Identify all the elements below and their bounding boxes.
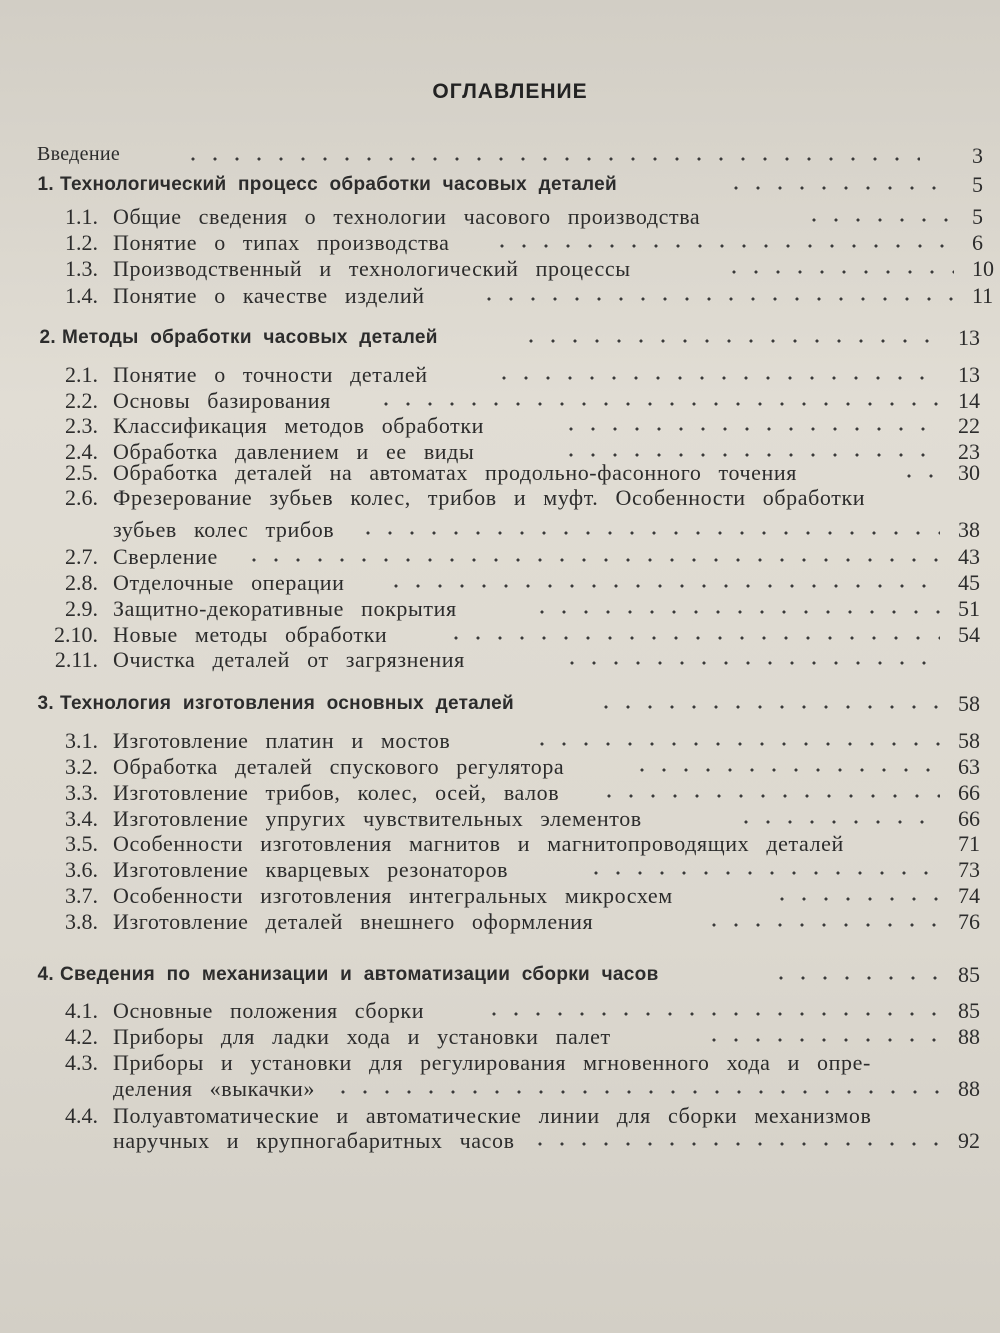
- leader-dots: [375, 402, 940, 406]
- entry-number: 3.8.: [65, 909, 98, 934]
- page-number: 6: [972, 230, 983, 255]
- leader-dots: [585, 871, 940, 875]
- entry-title: Классификация методов обработки: [113, 413, 485, 438]
- entry-number: 1.3.: [65, 256, 98, 281]
- page-number: 85: [958, 998, 980, 1023]
- leader-dots: [531, 742, 940, 746]
- leader-dots: [898, 474, 940, 478]
- page-number: 92: [958, 1128, 980, 1153]
- entry-number: 1.4.: [65, 283, 98, 308]
- leader-dots: [478, 297, 954, 301]
- section-row[interactable]: [0, 485, 1000, 513]
- leader-dots: [933, 499, 940, 503]
- entry-title: Приборы и установки для регулирования мгновенного хода и опре-: [113, 1050, 871, 1075]
- page-number: 14: [958, 388, 980, 413]
- page-number: 45: [958, 570, 980, 595]
- intro-row[interactable]: [0, 143, 1000, 171]
- entry-number: 4.3.: [65, 1050, 98, 1075]
- chapter-row[interactable]: [0, 172, 1000, 200]
- entry-number: 3.1.: [65, 728, 98, 753]
- entry-title: Основы базирования: [113, 388, 331, 413]
- section-row[interactable]: [0, 754, 1000, 782]
- page-number: 74: [958, 883, 980, 908]
- section-row[interactable]: [0, 728, 1000, 756]
- entry-title: Новые методы обработки: [113, 622, 388, 647]
- entry-number: 2.5.: [65, 460, 98, 485]
- section-row[interactable]: [0, 806, 1000, 834]
- entry-number: 3.3.: [65, 780, 98, 805]
- leader-dots: [357, 531, 940, 535]
- section-row[interactable]: [0, 831, 1000, 859]
- entry-title: Изготовление упругих чувствительных элементов: [113, 806, 642, 831]
- entry-number: 3.: [37, 693, 54, 714]
- section-row[interactable]: [0, 883, 1000, 911]
- page-number: 30: [958, 460, 980, 485]
- entry-title: Особенности изготовления магнитов и магнитопроводящих деталей: [113, 831, 844, 856]
- page-number: 23: [958, 439, 980, 464]
- entry-title: Приборы для ладки хода и установки палет: [113, 1024, 611, 1049]
- entry-title: Обработка давлением и ее виды: [113, 439, 475, 464]
- entry-number: 4.2.: [65, 1024, 98, 1049]
- page-number: 58: [958, 728, 980, 753]
- entry-title: Введение: [37, 143, 121, 165]
- leader-dots: [725, 186, 954, 190]
- section-row[interactable]: [0, 647, 1000, 675]
- page-number: 38: [958, 517, 980, 542]
- page-number: 66: [958, 780, 980, 805]
- page-number: 3: [972, 143, 983, 168]
- entry-title: Общие сведения о технологии часового производства: [113, 204, 701, 229]
- entry-title: Изготовление платин и мостов: [113, 728, 451, 753]
- entry-title: Изготовление деталей внешнего оформления: [113, 909, 594, 934]
- leader-dots: [491, 244, 954, 248]
- section-row[interactable]: [0, 596, 1000, 624]
- entry-title: Сведения по механизации и автоматизации сборки часов: [60, 964, 659, 985]
- page-number: 43: [958, 544, 980, 569]
- leader-dots: [243, 558, 940, 562]
- entry-number: 3.6.: [65, 857, 98, 882]
- leader-dots: [332, 1090, 940, 1094]
- page-number: 13: [958, 325, 980, 350]
- chapter-row[interactable]: [0, 691, 1000, 719]
- page-title: ОГЛАВЛЕНИЕ: [432, 80, 588, 103]
- page-number: 10: [972, 256, 994, 281]
- entry-number: 2.7.: [65, 544, 98, 569]
- leader-dots: [483, 1012, 940, 1016]
- entry-title-continuation: зубьев колес трибов: [113, 517, 335, 542]
- entry-title: Особенности изготовления интегральных микросхем: [113, 883, 673, 908]
- entry-title-continuation: деления «выкачки»: [113, 1076, 316, 1101]
- page-number: 54: [958, 622, 980, 647]
- entry-title: Производственный и технологический процессы: [113, 256, 631, 281]
- entry-number: 3.2.: [65, 754, 98, 779]
- leader-dots: [531, 610, 940, 614]
- leader-dots: [561, 661, 940, 665]
- entry-title: Защитно-декоративные покрытия: [113, 596, 457, 621]
- section-row[interactable]: [0, 544, 1000, 572]
- leader-dots: [735, 820, 940, 824]
- entry-title: Понятие о качестве изделий: [113, 283, 425, 308]
- section-row[interactable]: [0, 230, 1000, 258]
- entry-title: Технологический процесс обработки часовых деталей: [60, 174, 618, 195]
- entry-title: Изготовление кварцевых резонаторов: [113, 857, 509, 882]
- entry-number: 3.4.: [65, 806, 98, 831]
- page-number: 85: [958, 962, 980, 987]
- section-row[interactable]: [0, 460, 1000, 488]
- leader-dots: [703, 923, 940, 927]
- entry-title: Основные положения сборки: [113, 998, 425, 1023]
- leader-dots: [631, 768, 940, 772]
- entry-title: Изготовление трибов, колес, осей, валов: [113, 780, 560, 805]
- entry-number: 1.1.: [65, 204, 98, 229]
- page-number: 13: [958, 362, 980, 387]
- section-row[interactable]: [0, 857, 1000, 885]
- chapter-row[interactable]: [0, 325, 1000, 353]
- entry-title: Полуавтоматические и автоматические линии для сборки механизмов: [113, 1103, 872, 1128]
- section-row[interactable]: [0, 1103, 1000, 1131]
- leader-dots: [598, 794, 940, 798]
- entry-title: Отделочные операции: [113, 570, 345, 595]
- page-number: 73: [958, 857, 980, 882]
- entry-number: 2.6.: [65, 485, 98, 510]
- entry-number: 2.8.: [65, 570, 98, 595]
- page-number: 76: [958, 909, 980, 934]
- page-number: 51: [958, 596, 980, 621]
- section-row[interactable]: [0, 1050, 1000, 1078]
- entry-title: Понятие о типах производства: [113, 230, 450, 255]
- leader-dots: [493, 376, 940, 380]
- entry-number: 2.11.: [54, 647, 98, 672]
- entry-number: 4.: [37, 964, 54, 985]
- page-number: 11: [972, 283, 994, 308]
- entry-number: 3.7.: [65, 883, 98, 908]
- entry-number: 4.1.: [65, 998, 98, 1023]
- entry-number: 4.4.: [65, 1103, 98, 1128]
- entry-title: Сверление: [113, 544, 218, 569]
- leader-dots: [520, 339, 940, 343]
- leader-dots: [770, 976, 940, 980]
- entry-number: 1.: [37, 174, 54, 195]
- page-number: 66: [958, 806, 980, 831]
- chapter-row[interactable]: [0, 962, 1000, 990]
- page-number: 58: [958, 691, 980, 716]
- leader-dots: [385, 584, 940, 588]
- entry-title: Обработка деталей спускового регулятора: [113, 754, 565, 779]
- entry-number: 2.: [39, 327, 56, 348]
- section-row[interactable]: [0, 909, 1000, 937]
- section-row[interactable]: [0, 570, 1000, 598]
- section-row[interactable]: [0, 256, 1000, 284]
- section-row[interactable]: [0, 388, 1000, 416]
- leader-dots: [723, 270, 954, 274]
- leader-dots: [529, 1142, 940, 1146]
- entry-title: Технология изготовления основных деталей: [60, 693, 515, 714]
- page-number: 88: [958, 1076, 980, 1101]
- section-row[interactable]: [0, 1024, 1000, 1052]
- entry-title: Понятие о точности деталей: [113, 362, 428, 387]
- page-number: 5: [972, 172, 983, 197]
- section-row[interactable]: [0, 622, 1000, 650]
- entry-title: Очистка деталей от загрязнения: [113, 647, 465, 672]
- section-row[interactable]: [0, 362, 1000, 390]
- entry-number: 2.4.: [65, 439, 98, 464]
- leader-dots: [703, 1038, 940, 1042]
- section-row[interactable]: [0, 204, 1000, 232]
- entry-number: 2.3.: [65, 413, 98, 438]
- entry-title: Обработка деталей на автоматах продольно-фасонного точения: [113, 460, 797, 485]
- page-number: 63: [958, 754, 980, 779]
- entry-title: Методы обработки часовых деталей: [62, 327, 438, 348]
- page-number: 5: [972, 204, 983, 229]
- page-number: 71: [958, 831, 980, 856]
- entry-number: 2.9.: [65, 596, 98, 621]
- leader-dots: [938, 1064, 940, 1068]
- entry-number: 1.2.: [65, 230, 98, 255]
- leader-dots: [595, 705, 940, 709]
- leader-dots: [771, 897, 940, 901]
- leader-dots: [560, 427, 940, 431]
- leader-dots: [560, 453, 940, 457]
- leader-dots: [938, 1117, 940, 1121]
- entry-number: 2.1.: [65, 362, 98, 387]
- section-row[interactable]: [0, 283, 1000, 311]
- entry-title: Фрезерование зубьев колес, трибов и муфт. Особенности обработки: [113, 485, 866, 510]
- page-number: 22: [958, 413, 980, 438]
- section-row[interactable]: [0, 413, 1000, 441]
- leader-dots: [803, 218, 954, 222]
- leader-dots: [182, 157, 920, 161]
- entry-number: 2.2.: [65, 388, 98, 413]
- entry-number: 2.10.: [54, 622, 98, 647]
- entry-number: 3.5.: [65, 831, 98, 856]
- leader-dots: [445, 636, 940, 640]
- section-row[interactable]: [0, 998, 1000, 1026]
- page-number: 88: [958, 1024, 980, 1049]
- entry-title-continuation: наручных и крупногабаритных часов: [113, 1128, 515, 1153]
- section-row[interactable]: [0, 780, 1000, 808]
